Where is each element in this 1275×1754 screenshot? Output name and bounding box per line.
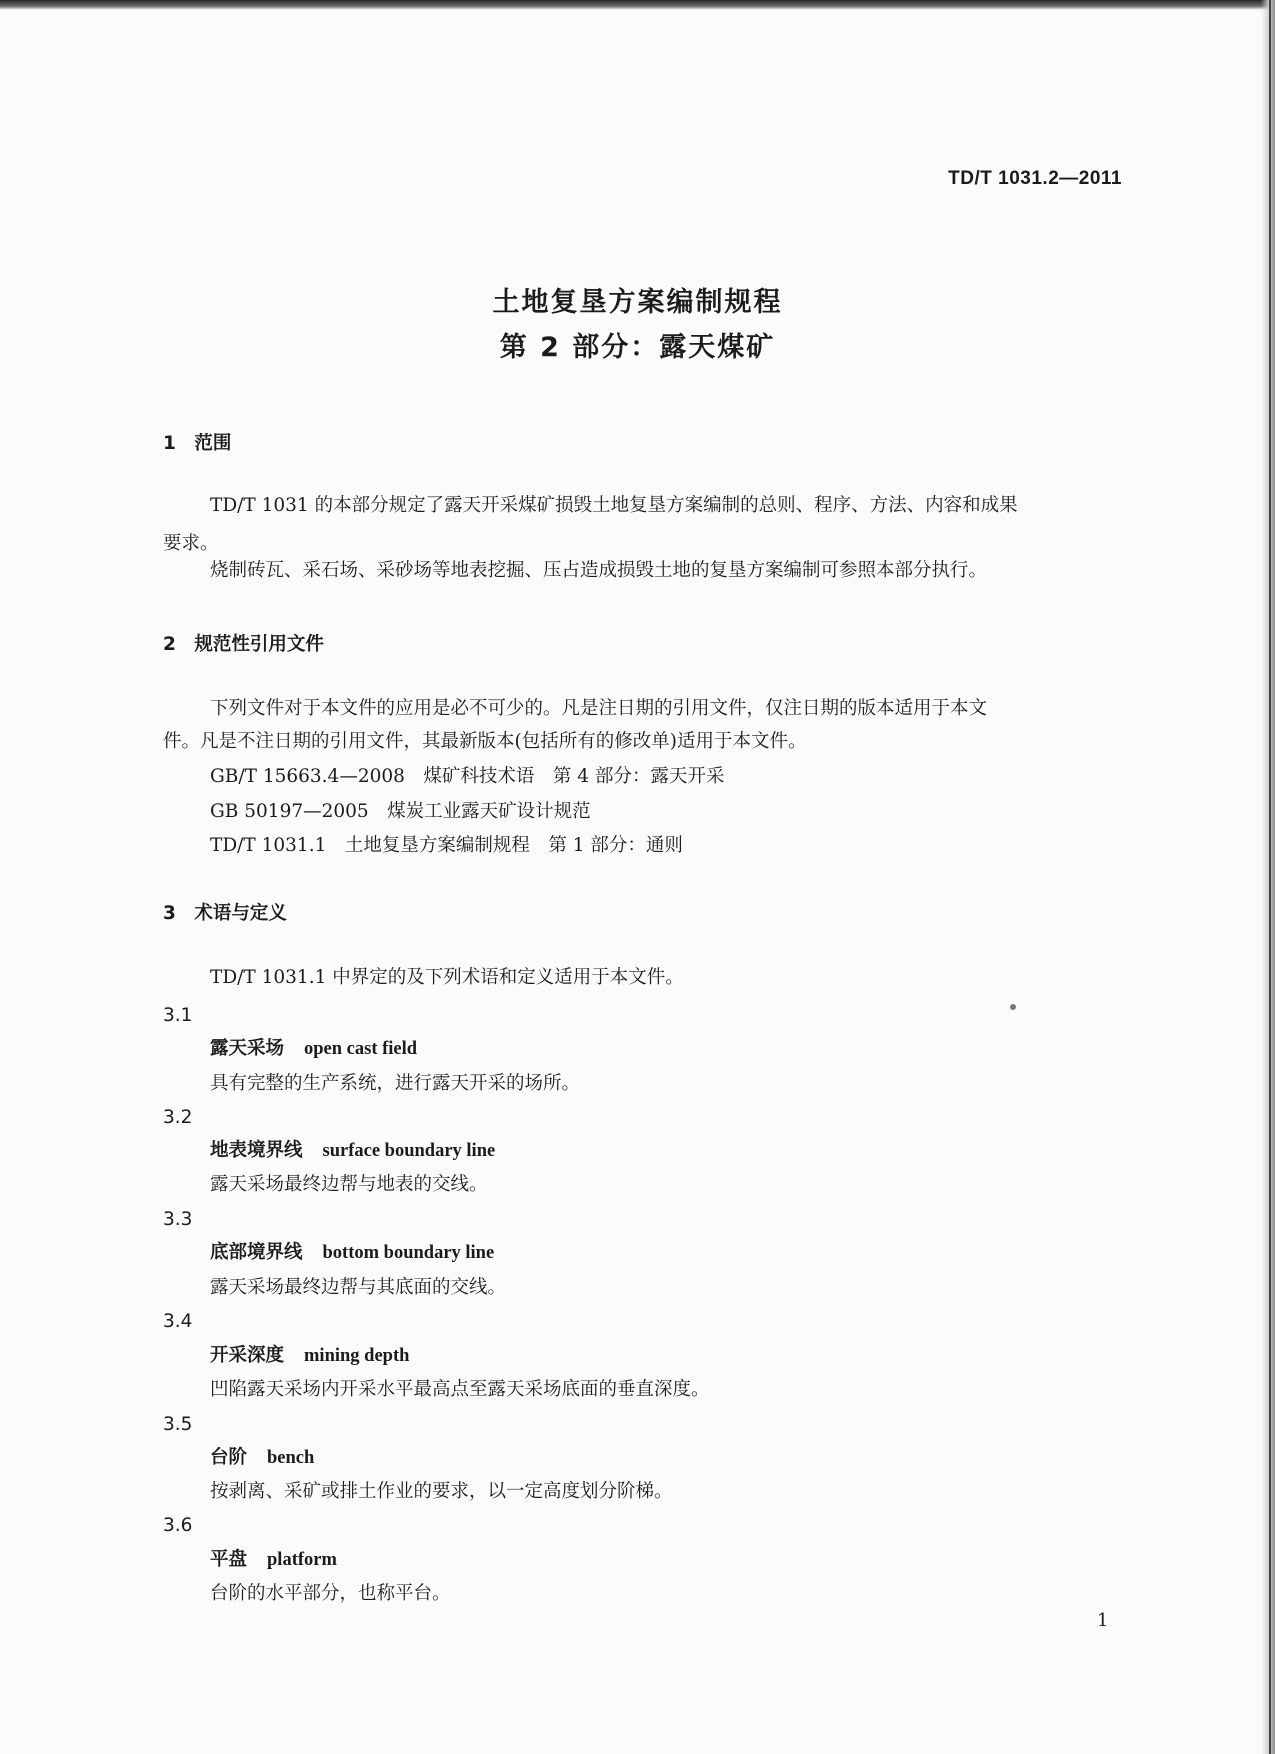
term-title	[210, 1037, 417, 1061]
term-definition: 凹陷露天采场内开采水平最高点至露天采场底面的垂直深度。	[210, 1379, 710, 1400]
scope-paragraph-2: 烧制砖瓦、采石场、采砂场等地表挖掘、压占造成损毁土地的复垦方案编制可参照本部分执行。	[210, 560, 988, 581]
term-zh: 底部境界线	[210, 1242, 303, 1263]
section-heading-terms: 3 术语与定义	[163, 903, 287, 924]
refs-paragraph-line-2: 件。凡是不注日期的引用文件，其最新版本(包括所有的修改单)适用于本文件。	[163, 731, 807, 752]
reference-item: GB/T 15663.4—2008 煤矿科技术语 第 4 部分：露天开采	[210, 766, 725, 787]
scan-edge-line	[1269, 0, 1271, 1754]
term-en: open cast field	[304, 1039, 418, 1059]
term-zh: 露天采场	[210, 1038, 285, 1059]
term-number: 3.3	[163, 1209, 193, 1230]
term-title	[210, 1139, 495, 1163]
term-definition: 按剥离、采矿或排土作业的要求，以一定高度划分阶梯。	[210, 1481, 673, 1502]
reference-item: TD/T 1031.1 土地复垦方案编制规程 第 1 部分：通则	[210, 835, 683, 856]
term-title	[210, 1548, 337, 1572]
term-definition: 露天采场最终边帮与地表的交线。	[210, 1174, 488, 1195]
term-definition: 具有完整的生产系统，进行露天开采的场所。	[210, 1073, 581, 1094]
document-subtitle: 第 2 部分：露天煤矿	[499, 332, 776, 363]
refs-paragraph-line-1: 下列文件对于本文件的应用是必不可少的。凡是注日期的引用文件，仅注日期的版本适用于本文	[210, 698, 988, 719]
reference-item: GB 50197—2005 煤炭工业露天矿设计规范	[210, 801, 591, 822]
term-en: platform	[267, 1550, 337, 1570]
term-number: 3.5	[163, 1414, 193, 1435]
term-en: mining depth	[304, 1346, 410, 1366]
terms-intro: TD/T 1031.1 中界定的及下列术语和定义适用于本文件。	[210, 967, 684, 988]
term-zh: 平盘	[210, 1549, 248, 1570]
term-title	[210, 1446, 314, 1470]
section-heading-refs: 2 规范性引用文件	[163, 634, 324, 655]
document-code: TD/T 1031.2—2011	[948, 168, 1122, 189]
term-en: bench	[267, 1448, 315, 1468]
term-definition: 台阶的水平部分，也称平台。	[210, 1583, 451, 1604]
ink-speck	[1010, 1004, 1016, 1010]
term-en: surface boundary line	[322, 1141, 496, 1161]
term-en: bottom boundary line	[322, 1243, 495, 1263]
term-zh: 台阶	[210, 1447, 248, 1468]
document-title: 土地复垦方案编制规程	[492, 287, 783, 318]
scope-paragraph-1-line-2: 要求。	[163, 533, 219, 554]
scan-edge-right	[1261, 0, 1275, 1754]
term-definition: 露天采场最终边帮与其底面的交线。	[210, 1277, 507, 1298]
term-zh: 地表境界线	[210, 1140, 303, 1161]
term-number: 3.4	[163, 1311, 193, 1332]
term-number: 3.1	[163, 1005, 193, 1026]
term-title	[210, 1344, 409, 1368]
term-number: 3.6	[163, 1515, 193, 1536]
term-number: 3.2	[163, 1107, 193, 1128]
term-title	[210, 1241, 494, 1265]
page-number: 1	[1097, 1610, 1109, 1631]
scope-paragraph-1-line-1: TD/T 1031 的本部分规定了露天开采煤矿损毁土地复垦方案编制的总则、程序、方法、内容和成果	[210, 495, 1018, 516]
term-zh: 开采深度	[210, 1345, 285, 1366]
scan-edge-top	[0, 0, 1275, 10]
section-heading-scope: 1 范围	[163, 433, 232, 454]
